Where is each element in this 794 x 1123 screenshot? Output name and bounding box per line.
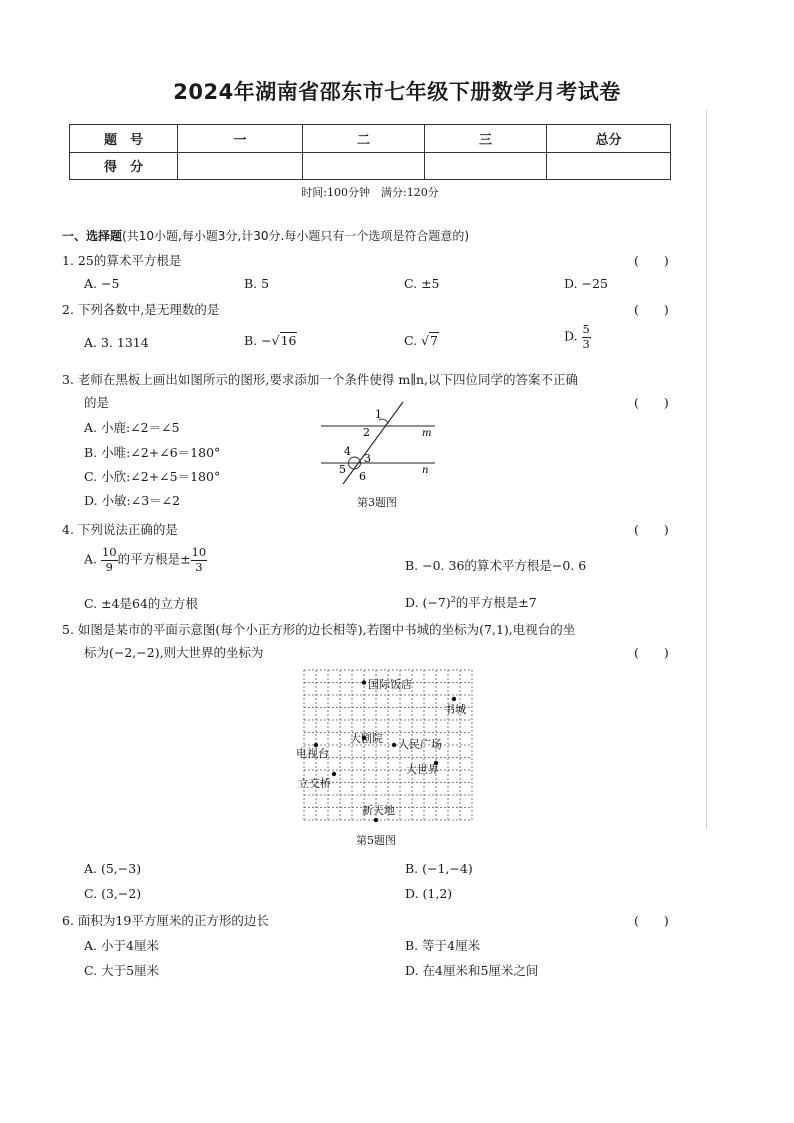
sqrt-symbol: √7 <box>421 333 438 348</box>
label-bridge: 立交桥 <box>298 777 331 790</box>
q2-option-d-denominator: 3 <box>582 336 590 351</box>
q4-option-d-prefix: D. (−7) <box>405 595 451 610</box>
fraction <box>101 547 118 573</box>
label-newland: 新天地 <box>362 804 395 817</box>
q1-option-d[interactable]: D. −25 <box>564 276 608 291</box>
q3-answer-blank[interactable]: ( ) <box>634 395 669 410</box>
q2-option-c[interactable] <box>404 333 439 348</box>
point-bookcity <box>452 697 456 701</box>
q3-figure-caption: 第3题图 <box>357 496 397 509</box>
point-newland <box>374 818 378 822</box>
q1-option-b[interactable]: B. 5 <box>244 276 270 291</box>
q4-number: 4. <box>62 522 74 537</box>
q4-option-a[interactable] <box>84 547 207 573</box>
transversal-line <box>343 402 403 484</box>
q2-answer-blank[interactable]: ( ) <box>634 302 669 317</box>
q3-option-b[interactable]: B. 小唯:∠2+∠6＝180° <box>84 445 221 460</box>
exam-info: 时间:100分钟 满分:120分 <box>301 186 439 199</box>
q5-option-c[interactable]: C. (3,−2) <box>84 886 142 901</box>
q5-option-d[interactable]: D. (1,2) <box>405 886 453 901</box>
page-edge-rule <box>706 110 707 830</box>
point-bridge <box>332 772 336 776</box>
score-table-header-part2: 二 <box>303 125 425 153</box>
point-square <box>392 743 396 747</box>
q4-option-a-denominator1: 9 <box>105 559 113 574</box>
q3-text-line1: 老师在黑板上画出如图所示的图形,要求添加一个条件使得 m∥n,以下四位同学的答案不正确 <box>77 372 579 387</box>
section1-heading <box>62 227 469 244</box>
score-cell-part3[interactable] <box>425 152 547 180</box>
label-bookcity: 书城 <box>444 703 466 716</box>
q4-text: 下列说法正确的是 <box>77 522 178 537</box>
angle-label-6: 6 <box>359 470 366 483</box>
q4-option-a-middle: 的平方根是± <box>117 551 191 567</box>
label-world: 大世界 <box>406 763 439 776</box>
q2-option-b-prefix: B. − <box>244 333 272 348</box>
map-points <box>314 680 456 822</box>
q5-answer-blank[interactable]: ( ) <box>634 645 669 660</box>
q3-figure <box>315 400 445 490</box>
fraction <box>582 324 591 350</box>
angle-label-4: 4 <box>344 445 351 458</box>
score-table-header-total: 总分 <box>547 125 671 153</box>
q4-option-c[interactable]: C. ±4是64的立方根 <box>84 596 198 611</box>
q2-option-d-prefix: D. <box>564 328 582 344</box>
q4-option-d-exponent: 2 <box>450 594 456 604</box>
q2-option-c-prefix: C. <box>404 333 422 348</box>
score-table <box>69 124 671 180</box>
label-tv: 电视台 <box>296 747 329 760</box>
score-table-header-part3: 三 <box>425 125 547 153</box>
q6-text: 面积为19平方厘米的正方形的边长 <box>77 913 269 928</box>
q6-option-b[interactable]: B. 等于4厘米 <box>405 938 481 953</box>
score-table-header-part1: 一 <box>178 125 303 153</box>
q4-option-d-suffix: 的平方根是±7 <box>455 595 537 610</box>
q3-option-d[interactable]: D. 小敏:∠3＝∠2 <box>84 493 181 508</box>
q3-stem-line2: 的是 <box>84 395 110 410</box>
q6-stem <box>62 911 269 929</box>
q5-stem-line2: 标为(−2,−2),则大世界的坐标为 <box>84 645 264 660</box>
q4-option-b[interactable]: B. −0. 36的算术平方根是−0. 6 <box>405 558 587 573</box>
q1-text: 25的算术平方根是 <box>77 253 182 268</box>
line-label-n: n <box>422 465 429 476</box>
q3-option-c[interactable]: C. 小欣:∠2+∠5＝180° <box>84 469 221 484</box>
section1-note: (共10小题,每小题3分,计30分.每小题只有一个选项是符合题意的) <box>122 229 469 243</box>
label-theater: 大剧院 <box>350 732 383 745</box>
q1-number: 1. <box>62 253 74 268</box>
angle-label-2: 2 <box>363 426 370 439</box>
q2-option-a[interactable]: A. 3. 1314 <box>84 335 149 350</box>
q4-stem <box>62 520 178 538</box>
fraction <box>191 547 208 573</box>
q5-figure-caption: 第5题图 <box>356 834 396 847</box>
q2-option-b[interactable] <box>244 333 297 348</box>
grid-lines <box>304 670 472 820</box>
q6-number: 6. <box>62 913 74 928</box>
q2-number: 2. <box>62 302 74 317</box>
q4-answer-blank[interactable]: ( ) <box>634 522 669 537</box>
sqrt-symbol: √16 <box>271 333 297 348</box>
q4-option-a-numerator1: 10 <box>101 545 117 559</box>
q3-option-a[interactable]: A. 小鹿:∠2＝∠5 <box>84 420 180 435</box>
q2-option-d-numerator: 5 <box>582 322 590 336</box>
q2-option-d[interactable] <box>564 324 591 350</box>
q6-option-c[interactable]: C. 大于5厘米 <box>84 963 160 978</box>
q2-option-b-radicand: 16 <box>280 333 297 348</box>
q5-text-line1: 如图是某市的平面示意图(每个小正方形的边长相等),若图中书城的坐标为(7,1),电视台的坐 <box>77 622 576 637</box>
q4-option-a-denominator2: 3 <box>195 559 203 574</box>
q2-text: 下列各数中,是无理数的是 <box>77 302 220 317</box>
label-square: 人民广场 <box>398 738 442 751</box>
line-label-m: m <box>422 428 432 439</box>
q2-option-c-radicand: 7 <box>430 333 438 348</box>
q6-answer-blank[interactable]: ( ) <box>634 913 669 928</box>
q1-answer-blank[interactable]: ( ) <box>634 253 669 268</box>
q1-option-a[interactable]: A. −5 <box>84 276 120 291</box>
q1-stem <box>62 251 181 269</box>
point-hotel <box>362 680 366 684</box>
q5-option-a[interactable]: A. (5,−3) <box>84 861 142 876</box>
q3-number: 3. <box>62 372 74 387</box>
score-cell-part2[interactable] <box>303 152 425 180</box>
q6-option-a[interactable]: A. 小于4厘米 <box>84 938 159 953</box>
q3-stem-line1 <box>62 370 578 388</box>
q4-option-a-numerator2: 10 <box>191 545 207 559</box>
exam-title: 2024年湖南省邵东市七年级下册数学月考试卷 <box>173 80 621 104</box>
score-table-header-label: 题 号 <box>70 125 178 153</box>
q5-stem-line1 <box>62 620 575 638</box>
map-labels <box>296 677 466 817</box>
angle-label-3: 3 <box>364 452 371 465</box>
q1-option-c[interactable]: C. ±5 <box>404 276 440 291</box>
score-cell-total[interactable] <box>547 152 671 180</box>
q5-map-grid <box>296 666 486 828</box>
q4-option-d[interactable] <box>405 593 537 611</box>
q6-option-d[interactable]: D. 在4厘米和5厘米之间 <box>405 963 539 978</box>
label-hotel: 国际饭店 <box>368 678 412 691</box>
q4-option-a-prefix: A. <box>84 551 101 567</box>
angle-label-1: 1 <box>375 408 382 421</box>
q5-number: 5. <box>62 622 74 637</box>
score-cell-part1[interactable] <box>178 152 303 180</box>
score-table-row-label: 得 分 <box>70 152 178 180</box>
angle-label-5: 5 <box>339 463 346 476</box>
q2-stem <box>62 300 219 318</box>
q5-option-b[interactable]: B. (−1,−4) <box>405 861 473 876</box>
section1-title: 一、选择题 <box>62 229 123 243</box>
